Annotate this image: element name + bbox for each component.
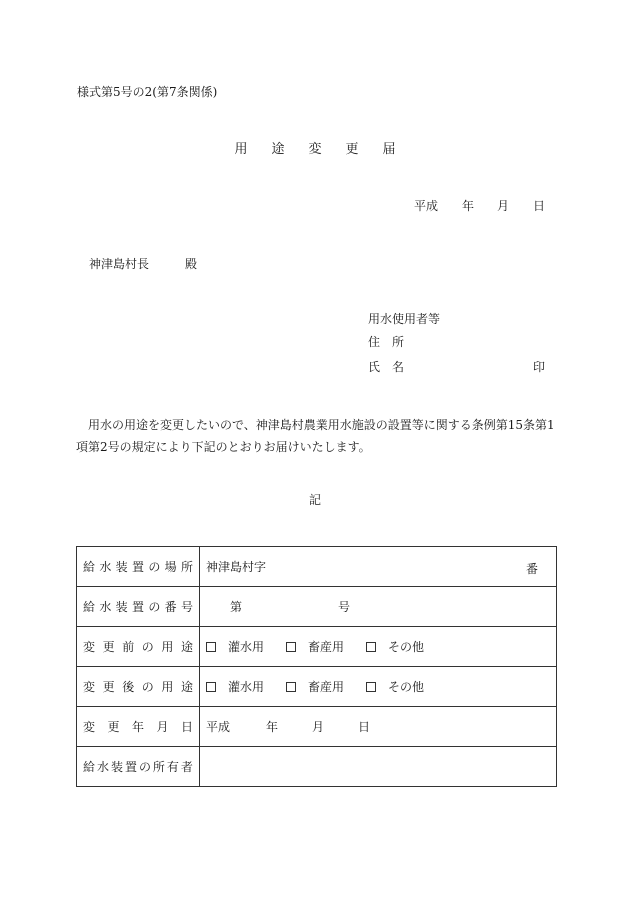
label-char: 給 [83,560,96,574]
number-field[interactable] [200,587,557,627]
label-cell [77,747,200,787]
before-options [200,627,557,667]
checkbox[interactable] [206,682,216,692]
after-options [200,667,557,707]
label-char: 更 [102,680,115,694]
form-number: 様式第5号の2(第7条関係) [77,85,218,99]
location-label [77,558,199,575]
owner-label [77,758,199,775]
before-label [77,638,199,655]
addressee-name: 神津島村長 [89,257,150,271]
date-era: 平成 [414,199,439,213]
checkbox[interactable] [366,682,376,692]
owner-field[interactable] [200,747,557,787]
label-cell [77,667,200,707]
checkbox[interactable] [286,642,296,652]
option-livestock[interactable] [286,638,344,655]
title-char: 届 [382,142,396,157]
number-prefix: 第 [230,600,243,614]
number-suffix: 号 [338,600,351,614]
applicant-name-label: 氏 名 [368,360,405,374]
label-char: 置 [131,560,144,574]
label-cell [77,587,200,627]
label-char: 者 [180,760,193,774]
label-cell [77,707,200,747]
option-livestock[interactable] [286,678,344,695]
label-char: 前 [122,640,135,654]
label-char: 装 [115,560,128,574]
label-char: 用 [161,640,174,654]
label-char: の [148,600,161,614]
addressee [89,258,197,270]
date-year: 年 [462,199,475,213]
option-other[interactable] [366,678,424,695]
change-date-year: 年 [266,720,279,734]
change-date-month: 月 [312,720,325,734]
label-char: 装 [115,600,128,614]
option-label: 畜産用 [308,680,345,694]
label-char: 日 [180,720,193,734]
ki-heading: 記 [308,493,321,507]
change-date-day: 日 [358,720,371,734]
table-row [77,707,557,747]
after-label [77,678,199,695]
label-char: の [141,680,154,694]
title-char: 変 [308,142,322,157]
table-row [77,667,557,707]
label-char: 更 [102,640,115,654]
label-char: 場 [164,560,177,574]
title-char: 途 [271,142,285,157]
table-row [77,587,557,627]
label-cell [77,547,200,587]
body-text: 用水の用途を変更したいので、神津島村農業用水施設の設置等に関する条例第15条第1項第2号の規定により下記のとおりお届けいたします。 [76,418,555,454]
label-char: 後 [122,680,135,694]
label-char: 用 [161,680,174,694]
notification-table [76,546,557,787]
change-date-label [77,718,199,735]
option-label: 灌水用 [228,640,265,654]
label-char: 変 [83,640,96,654]
title-char: 用 [234,142,248,157]
option-label: 灌水用 [228,680,265,694]
addressee-honorific: 殿 [185,257,198,271]
label-char: 置 [124,760,137,774]
date-day: 日 [533,199,546,213]
label-char: 更 [107,720,120,734]
label-char: 置 [131,600,144,614]
label-char: 水 [99,600,112,614]
table-row [77,547,557,587]
label-char: 水 [99,560,112,574]
table-row [77,627,557,667]
table-row [77,747,557,787]
seal-mark: 印 [533,360,546,374]
label-char: 有 [166,760,179,774]
option-other[interactable] [366,638,424,655]
option-label: その他 [388,640,425,654]
applicant-address-label: 住 所 [368,335,405,349]
label-char: 号 [180,600,193,614]
title-char: 更 [345,142,359,157]
label-char: 所 [180,560,193,574]
label-char: の [148,560,161,574]
option-irrigation[interactable] [206,678,264,695]
label-char: 途 [180,640,193,654]
label-char: 番 [164,600,177,614]
option-irrigation[interactable] [206,638,264,655]
location-suffix: 番 [525,562,538,576]
label-char: 給 [83,760,96,774]
option-label: 畜産用 [308,640,345,654]
applicant-role: 用水使用者等 [368,312,441,326]
checkbox[interactable] [366,642,376,652]
label-cell [77,627,200,667]
document-title [0,143,630,156]
label-char: 装 [110,760,123,774]
label-char: 給 [83,600,96,614]
label-char: の [138,760,151,774]
location-field[interactable] [200,547,557,587]
number-label [77,598,199,615]
date-month: 月 [497,199,510,213]
label-char: 年 [131,720,144,734]
change-date-field[interactable] [200,707,557,747]
checkbox[interactable] [286,682,296,692]
label-char: 変 [83,680,96,694]
label-char: 月 [156,720,169,734]
checkbox[interactable] [206,642,216,652]
option-label: その他 [388,680,425,694]
label-char: 水 [96,760,109,774]
label-char: 所 [152,760,165,774]
change-date-era: 平成 [206,720,231,734]
label-char: 途 [180,680,193,694]
label-char: 変 [83,720,96,734]
label-char: の [141,640,154,654]
location-value: 神津島村字 [206,560,267,574]
